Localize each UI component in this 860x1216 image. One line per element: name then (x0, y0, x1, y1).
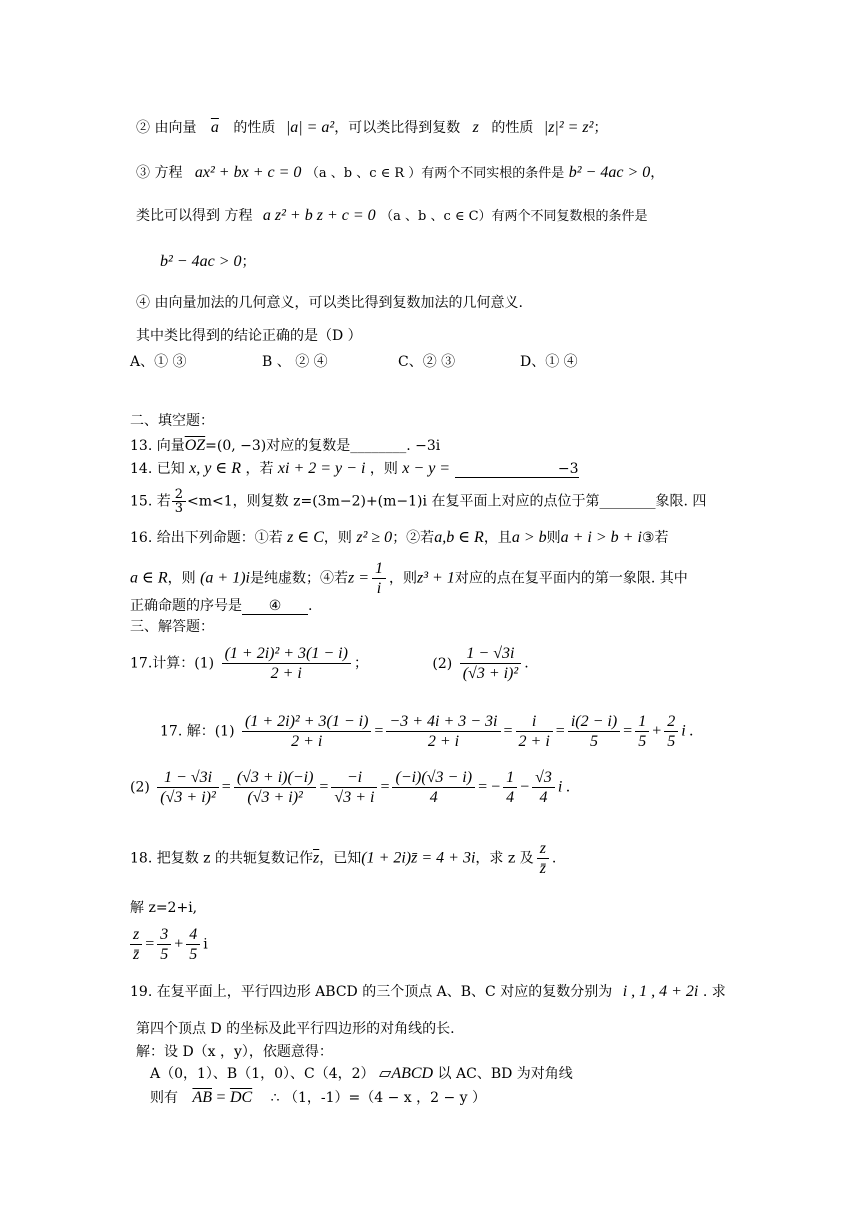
text: ，则 (167, 570, 196, 587)
option-c: C、② ③ (398, 354, 456, 370)
fraction (386, 712, 500, 751)
question-16-cont (130, 559, 688, 598)
question-15 (130, 488, 706, 515)
text: ③ 方程 (136, 165, 183, 181)
formula: z³ + 1 (417, 569, 455, 587)
fraction (331, 768, 377, 807)
formula: |z|² = z² (543, 119, 594, 136)
numerator: 2 (664, 712, 678, 732)
numerator: −3 + 4i + 3 − 3i (386, 712, 500, 732)
question-19-cont: 第四个顶点 D 的坐标及此平行四边形的对角线的长. (136, 1021, 455, 1037)
question-19 (130, 982, 726, 1002)
text: 以 AC、BD 为对角线 (437, 1066, 573, 1082)
denominator: (√3 + i)² (462, 665, 519, 682)
answer: ④ (268, 598, 282, 614)
parallelogram: ▱ABCD (379, 1065, 434, 1082)
fraction (537, 839, 549, 878)
operator: + (652, 722, 662, 740)
statement-4: ④ 由向量加法的几何意义，可以类比得到复数加法的几何意义. (136, 295, 523, 311)
fraction (130, 925, 142, 964)
text: 则 (546, 530, 561, 546)
text: 17.计算：(1) (130, 655, 215, 672)
text: 类比可以得到 方程 (136, 208, 253, 224)
operator: = (216, 1089, 226, 1106)
question-17 (130, 644, 529, 683)
operator: = (555, 722, 565, 740)
text: 18. 把复数 z 的共轭复数记作 (130, 850, 313, 867)
solution-17-2 (130, 768, 570, 807)
text: 的性质 (233, 120, 276, 136)
denominator: 2 + i (291, 733, 323, 750)
tail: i (203, 936, 208, 953)
denominator: i (376, 580, 382, 597)
numerator: z (537, 839, 549, 859)
tail: i . (557, 778, 571, 796)
text: A（0，1）、B（1，0）、C（4，2） (150, 1066, 375, 1082)
formula: a,b ∈ R (434, 529, 484, 546)
answer: −3 (557, 461, 579, 477)
vector-a: $\overline{a}$ (210, 119, 219, 136)
denominator: 3 (174, 501, 183, 516)
text: 对应的点在复平面内的第一象限. 其中 (454, 570, 688, 587)
text: . (308, 598, 313, 614)
fraction (372, 559, 386, 598)
equation: xi + 2 = y − i (277, 460, 366, 477)
denominator: 4 (506, 789, 515, 806)
numerator: (1 + 2i)² + 3(1 − i) (242, 712, 371, 732)
numerator: (1 + 2i)² + 3(1 − i) (222, 644, 351, 664)
formula: a > b (511, 529, 547, 546)
text: <m<1，则复数 z=(3m−2)+(m−1)i 在复平面上对应的点位于第________象限. 四 (187, 493, 707, 510)
fraction (460, 644, 521, 683)
text: 正确命题的序号是 (130, 598, 242, 614)
text: ， (650, 165, 665, 181)
vector-dc: $\overline{DC}$ (229, 1089, 253, 1106)
text: ； (241, 254, 256, 270)
option-a: A、① ③ (130, 354, 187, 370)
text: 17. 解：(1) (160, 723, 235, 740)
text: ，则 (323, 530, 352, 546)
solution-19-3 (150, 1088, 486, 1108)
denominator: (√3 + i)² (160, 789, 216, 806)
text: （a 、b 、c ∈ R ）有两个不同实根的条件是 (305, 166, 565, 181)
formula: z ∈ C (287, 529, 324, 546)
numerator: (√3 + i)(−i) (234, 768, 317, 788)
question-18 (130, 839, 556, 878)
numerator: (−i)(√3 − i) (392, 768, 475, 788)
equation: a z² + b z + c = 0 (262, 207, 376, 224)
condition: b² − 4ac > 0 (568, 164, 651, 181)
question-16 (130, 528, 668, 548)
denominator: z̄ (133, 946, 140, 963)
section-title: 三、解答题： (130, 619, 214, 635)
statement-3-cond (160, 252, 256, 272)
operator: − (520, 778, 530, 796)
option-d: D、① ④ (520, 354, 578, 370)
text: ② 由向量 (136, 120, 197, 136)
fraction (157, 768, 218, 807)
formula: a + i > b + i (560, 529, 642, 546)
denominator: 2 + i (518, 733, 550, 750)
text: ，且 (483, 530, 512, 546)
operator: + (174, 935, 184, 953)
text: 14. 已知 (130, 461, 185, 477)
formula: |a| = a² (285, 119, 335, 136)
numerator: 1 (372, 559, 386, 579)
text: 15. 若 (130, 493, 171, 510)
solution-19-2 (150, 1064, 573, 1084)
numerator: 1 − √3i (157, 768, 218, 788)
operator: = (623, 722, 633, 740)
text: ； (593, 120, 608, 136)
text: . (524, 655, 529, 672)
denominator: 2 + i (427, 733, 460, 750)
numerator: √3 (532, 768, 555, 788)
denominator: 5 (189, 946, 198, 963)
fraction (503, 768, 517, 807)
question-prompt: 其中类比得到的结论正确的是（D ） (136, 328, 362, 344)
solution-18-1: 解 z=2+i, (130, 900, 198, 916)
denominator: (√3 + i)² (247, 789, 303, 806)
formula: a ∈ R (130, 569, 168, 587)
text: 16. 给出下列命题：①若 (130, 530, 283, 546)
denominator: 2 + i (270, 665, 302, 682)
text: . 求 (702, 984, 726, 1000)
text: （a 、b 、c ∈ C）有两个不同复数根的条件是 (380, 209, 648, 224)
statement-3-cont (136, 206, 648, 227)
text: . (551, 850, 557, 867)
operator: = (374, 722, 384, 740)
text: 的性质 (491, 120, 534, 136)
numerator: i(2 − i) (568, 712, 620, 732)
z-conjugate: $\overline{z}$ (313, 849, 320, 867)
fraction (172, 488, 186, 515)
equation: ax² + bx + c = 0 (194, 164, 302, 181)
fraction (242, 712, 371, 751)
numerator: 3 (157, 925, 171, 945)
fraction (532, 768, 555, 807)
condition: b² − 4ac > 0 (160, 253, 242, 270)
numerator: z (130, 925, 142, 945)
statement-3 (136, 163, 664, 184)
solution-19-1: 解：设 D（x ，y），依题意得： (136, 1044, 333, 1060)
vector-oz: $\overline{OZ}$ (184, 437, 206, 454)
condition: x, y ∈ R (189, 460, 241, 477)
text: 19. 在复平面上，平行四边形 ABCD 的三个顶点 A、B、C 对应的复数分别为 (130, 984, 613, 1000)
text: ；②若 (392, 530, 435, 546)
denominator: 5 (667, 733, 676, 750)
numerator: 1 − √3i (460, 644, 521, 664)
text: ，若 (245, 461, 274, 477)
tail: i . (681, 722, 694, 740)
question-13 (130, 436, 440, 456)
option-b: B 、 ② ④ (262, 354, 328, 370)
operator: = − (478, 778, 501, 796)
section-title: 二、填空题： (130, 413, 214, 429)
question-14 (130, 459, 579, 479)
text: ∴ （1，-1）=（4 − x ，2 − y ） (270, 1090, 487, 1106)
text: 13. 向量 (130, 438, 185, 454)
fraction (635, 712, 649, 751)
denominator: √3 + i (334, 789, 375, 806)
numerator: −i (331, 768, 377, 788)
text: ，求 z 及 (475, 850, 534, 867)
numerator: 1 (635, 712, 649, 732)
denominator: 5 (638, 733, 647, 750)
fraction (516, 712, 553, 751)
var-z: z (472, 119, 479, 136)
fraction (222, 644, 351, 683)
numerator: 2 (172, 488, 186, 502)
expression: x − y = (402, 460, 451, 477)
operator: = (380, 778, 390, 796)
operator: = (319, 778, 329, 796)
fraction (568, 712, 620, 751)
formula: z² ≥ 0 (356, 529, 393, 546)
operator: = (503, 722, 513, 740)
fraction (392, 768, 475, 807)
solution-18-2 (130, 925, 208, 964)
fraction (664, 712, 678, 751)
answer-blank (242, 598, 308, 615)
fraction (157, 925, 171, 964)
text: ，则 (369, 461, 398, 477)
numerator: 4 (186, 925, 200, 945)
text: ③若 (641, 530, 669, 546)
denominator: 4 (539, 789, 548, 806)
numerator: i (516, 712, 553, 732)
operator: = (145, 935, 155, 953)
answer-blank (455, 461, 579, 478)
text: 是纯虚数；④若 (249, 570, 348, 587)
denominator: z̄ (539, 860, 546, 877)
formula: (a + 1)i (200, 569, 250, 587)
text: ； (353, 655, 368, 672)
text: (2) (432, 655, 453, 672)
equation: (1 + 2i)z̄ = 4 + 3i (361, 849, 476, 867)
statement-2 (136, 118, 607, 138)
text: (2) (130, 779, 150, 796)
solution-17-1 (160, 712, 694, 751)
numerator: 1 (503, 768, 517, 788)
denominator: 4 (429, 789, 438, 806)
formula: z = (347, 569, 370, 587)
text: ，则 (389, 570, 418, 587)
denominator: 5 (160, 946, 169, 963)
fraction (234, 768, 317, 807)
text: ，已知 (319, 850, 362, 867)
formula: i , 1 , 4 + 2i (622, 983, 699, 1000)
text: 则有 (150, 1090, 178, 1106)
text: ，可以类比得到复数 (334, 120, 461, 136)
operator: = (221, 778, 231, 796)
fraction (186, 925, 200, 964)
denominator: 5 (589, 733, 598, 750)
text: =(0, −3)对应的复数是________. −3i (205, 438, 441, 454)
question-16-answer (130, 596, 312, 616)
vector-ab: $\overline{AB}$ (192, 1089, 212, 1106)
